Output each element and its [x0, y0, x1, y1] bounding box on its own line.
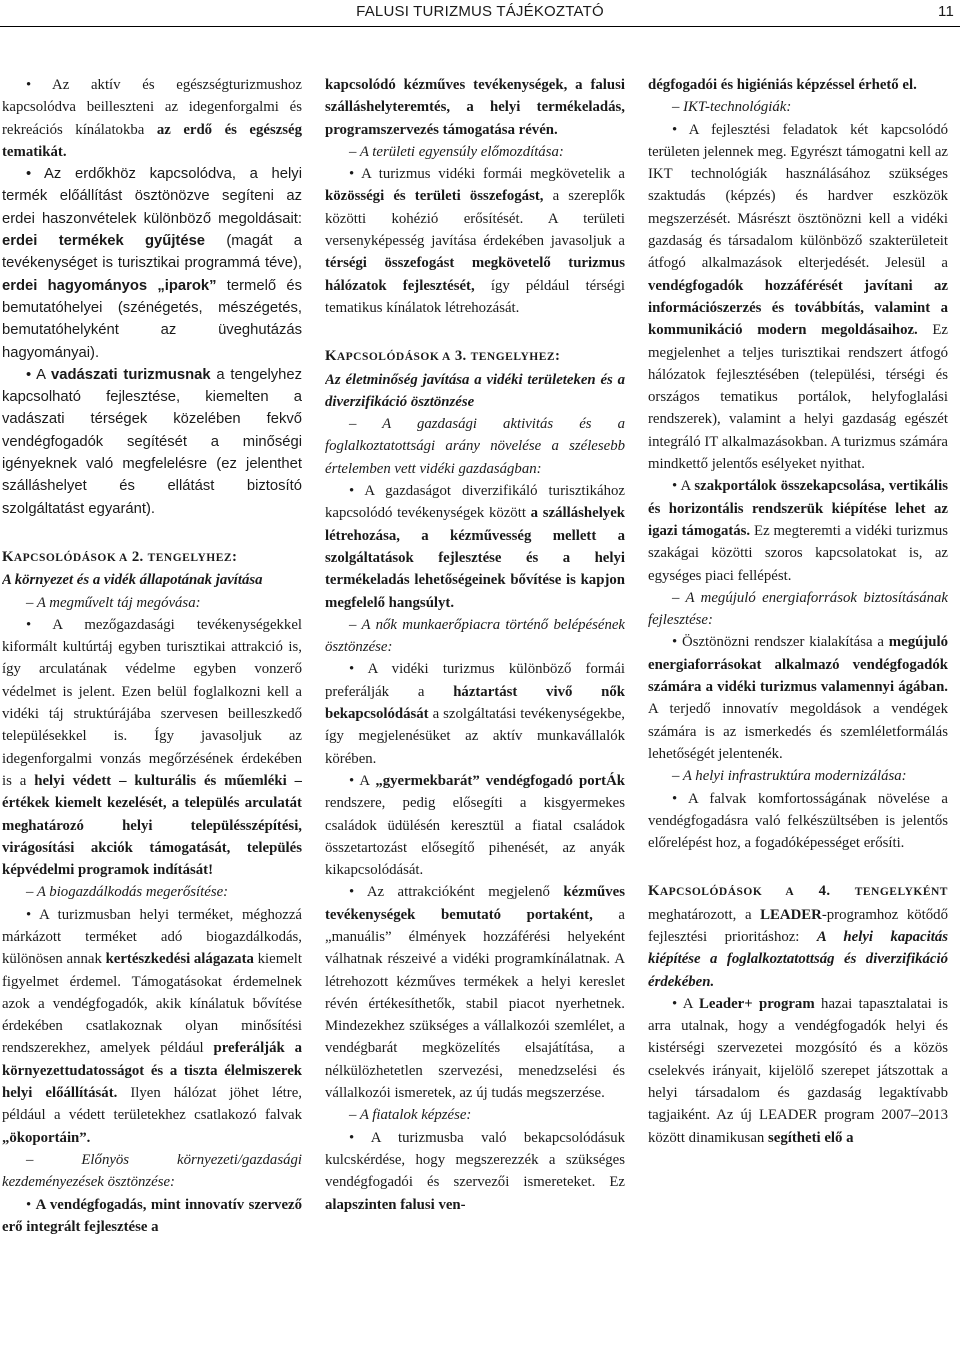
paragraph: – A nők munkaerőpiacra történő belépésének ösztönzése: [325, 616, 625, 656]
paragraph: – A biogazdálkodás megerősítése: [26, 884, 229, 901]
paragraph: • A vidéki turizmus különböző formái preferálják a háztartást vivő nők bekapcsolódását a szolgáltatási tevékenységekbe, így megjelenésüket az aktív munkavállalók körében. [325, 661, 625, 767]
paragraph: • A „gyermekbarát” vendégfogadó portÁk rendszere, pedig elősegíti a kisgyermekes családok üdülésén keresztül a fiatal családok összetartozást elősegítő pihenését, az anyák kikapcsolódását. [325, 772, 625, 879]
paragraph: – A fiatalok képzése: [349, 1107, 472, 1124]
paragraph: • Az erdőkhöz kapcsolódva, a helyi termék előállítást ösztönözve segíteni az erdei haszonvételek különböző megoldásait: erdei termékek gyűjtése (magát a tevékenységet is turisztikai programmá téve), erdei hagyományos „iparok” termelő és bemutatóhelyei (szénégetés, mészégetés, bemutatóhelyként az üveghutázás hagyományai). [2, 166, 302, 361]
paragraph: • A turizmusban helyi terméket, méghozzá márkázott terméket adó biogazdálkodás, különösen annak kertészkedési alágazata kiemelt figyelmet érdemel. Támogatásokat érdemelnek azok a vendégfogadók, akik kínálatuk bővítése érdekében csatlakoznak olyan minősítési rendszerekhez, amelyek például preferálják a környezettudatosságot és a tiszta élelmiszerek helyi előállítását. Ilyen hálózat jöhet létre, például a védett területekhez csatlakozó falvak „ökoportáin”. [2, 906, 302, 1146]
paragraph: – A megművelt táj megóvása: [26, 594, 201, 611]
column-right [648, 74, 948, 1352]
paragraph: • A Leader+ program hazai tapasztalatai is arra utalnak, hogy a vendégfogadók helyi és kistérségi szervezetei mozgósító és a közös cselekvés irányait, kijelölő szerepet játszottak a helyi társadalom és gazdaság legaktívabb tagjaiként. Az új LEADER program 2007–2013 között dinamikusan segítheti elő a [648, 995, 948, 1146]
paragraph: – A gazdasági aktivitás és a foglalkoztatottsági arány növelése a szélesebb értelemben vett vidéki gazdaságban: [325, 416, 625, 477]
paragraph: KAPCSOLÓDÁSOK A 3. TENGELYHEZ: Az életminőség javítása a vidéki területeken és a diverzifikáció ösztönzése [325, 348, 625, 410]
paragraph: KAPCSOLÓDÁSOK A 2. TENGELYHEZ: A környezet és a vidék állapotának javítása [2, 548, 263, 589]
paragraph: – A megújuló energiaforrások biztosításának fejlesztése: [648, 589, 948, 629]
paragraph: • A vadászati turizmusnak a tengelyhez kapcsolható fejlesztése, kiemelten a vadászati térségek közelében fekvő vendégfogadók segítését a minőségi igényeknek való megfelelésre (ez jelenthet szálláshelyet és ellátást biztosító szolgáltatást egyaránt). [2, 366, 302, 517]
text-columns [0, 74, 960, 1352]
paragraph: • A vendégfogadás, mint innovatív szervező erő integrált fejlesztése a [2, 1196, 302, 1235]
paragraph: • A turizmus vidéki formái megkövetelik a közösségi és területi összefogást, a szereplők közötti kohézió erősítését. A területi versenyképesség javítása érdekében javasoljuk a térségi összefogást megkövetelő turizmus hálózatok fejlesztését, így például térségi tematikus kínálatok létrehozását. [325, 166, 625, 316]
paragraph: • Az attrakcióként megjelenő kézműves tevékenységek bemutató portaként, a „manuális” élmények hozzáférési helyeként válhatnak részeivé a vidéki programkínálatnak. A létrehozott kézműves termékek a helyi kereslet révén értékesíthetők, stabil piacot nyerhetnek. Mindezekhez szükséges a vállalkozói szemlélet, a vendégbarát megközelítés elsajátítása, a nélkülözhetetlen szervezési, menedzselési és vállalkozói ismeretek, az új tudás megszerzése. [325, 884, 625, 1102]
page-number: 11 [938, 3, 954, 20]
column-left [2, 74, 302, 1352]
paragraph: – Előnyös környezeti/gazdasági kezdeményezések ösztönzése: [2, 1151, 302, 1191]
paragraph: – IKT-technológiák: [672, 99, 792, 116]
paragraph: • Az aktív és egészségturizmushoz kapcsolódva beilleszteni az idegenforgalmi és rekreációs kínálatokba az erdő és egészség tematikát. [2, 77, 302, 160]
running-head-title: FALUSI TURIZMUS TÁJÉKOZTATÓ [356, 3, 604, 20]
paragraph: • A gazdaságot diverzifikáló turisztikához kapcsolódó tevékenységek között a szálláshelyek létrehozása, a kézművesség mellett a szolgáltatások fejlesztése és a helyi termékeladás lehetőségeinek bővítése is kapjon megfelelő hangsúlyt. [325, 483, 625, 611]
paragraph: • A mezőgazdasági tevékenységekkel kiformált kultúrtáj egyben turisztikai attrakció is, így arculatának védelme egyben vonzerő védelmet is jelent. Ezen belül foglalkozni kell a vidéki táj struktúrájába szervesen beilleszkedő településekkel is. Így javasoljuk az idegenforgalmi vonzás megőrzésének érdekében is a helyi védett – kulturális és műemléki – értékek kiemelt kezelését, a település arculatát meghatározó helyi településszépítési, virágosítási akciók támogatását, település képvédelmi programok indítását! [2, 616, 302, 879]
paragraph: • A szakportálok összekapcsolása, vertikális és horizontális rendszerük kiépítése lehet az igazi támogatás. Ez megteremti a vidéki turizmus szakágai közötti szoros kapcsolatokat is, az egységes piaci fellépést. [648, 478, 948, 584]
paragraph: • A fejlesztési feladatok két kapcsolódó területen jelennek meg. Egyrészt támogatni kell az IKT technológiák használásához szükséges szaktudás (képzés) és hardver eszközök megszerzését. Másrészt ösztönözni kell a vidéki gazdaság és társadalom különböző szakterületeit átfogó alkalmazások elterjedését. Jelesül a vendégfogadók hozzáférését javítani az információszerzés és továbbítás, valamint a kommunikáció modern megoldásaihoz. Ez megjelenhet a teljes turisztikai rendszert átfogó hálózatok fejlesztésében (települési, térségi és országos tematikus portálok, helyfoglalási rendszerek), valamint a helyi gazdaság egészét integráló IT alkalmazásokban. A turizmus számára mindkettő jelentős esélyeket nyithat. [648, 121, 948, 473]
column-middle [325, 74, 625, 1352]
paragraph: kapcsolódó kézműves tevékenységek, a falusi szálláshelyteremtés, a helyi termékeladás, programszervezés támogatása révén. [325, 77, 625, 138]
paragraph: • A falvak komfortosságának növelése a vendégfogadásra való felkészültsében is jelentős előrelépést hoz, a fogadóképességet erősíti. [648, 790, 948, 852]
paragraph: dégfogadói és higiéniás képzéssel érhető el. [648, 77, 917, 93]
paragraph: – A helyi infrastruktúra modernizálása: [672, 768, 907, 785]
paragraph: • A turizmusba való bekapcsolódásuk kulcskérdése, hogy megszerezzék a szükséges vendégfogadói és szervezői ismereteket. Ez alapszinten falusi ven- [325, 1129, 625, 1213]
paragraph: • Ösztönözni rendszer kialakítása a megújuló energiaforrásokat alkalmazó vendégfogadók számára a vidéki turizmus valamennyi ágában. A terjedő innovatív megoldások a vendégek számára is az ismerkedés és szemléletformálás lehetőségét jelentenék. [648, 634, 948, 762]
running-header [0, 0, 960, 27]
paragraph: – A területi egyensúly előmozdítása: [349, 143, 564, 160]
paragraph: KAPCSOLÓDÁSOK A 4. TENGELYKÉNT meghatározott, a LEADER-programhoz kötődő fejlesztési prioritáshoz: A helyi kapacitás kiépítése a foglalkoztatottság és diverzifikáció érdekében. [648, 883, 948, 990]
